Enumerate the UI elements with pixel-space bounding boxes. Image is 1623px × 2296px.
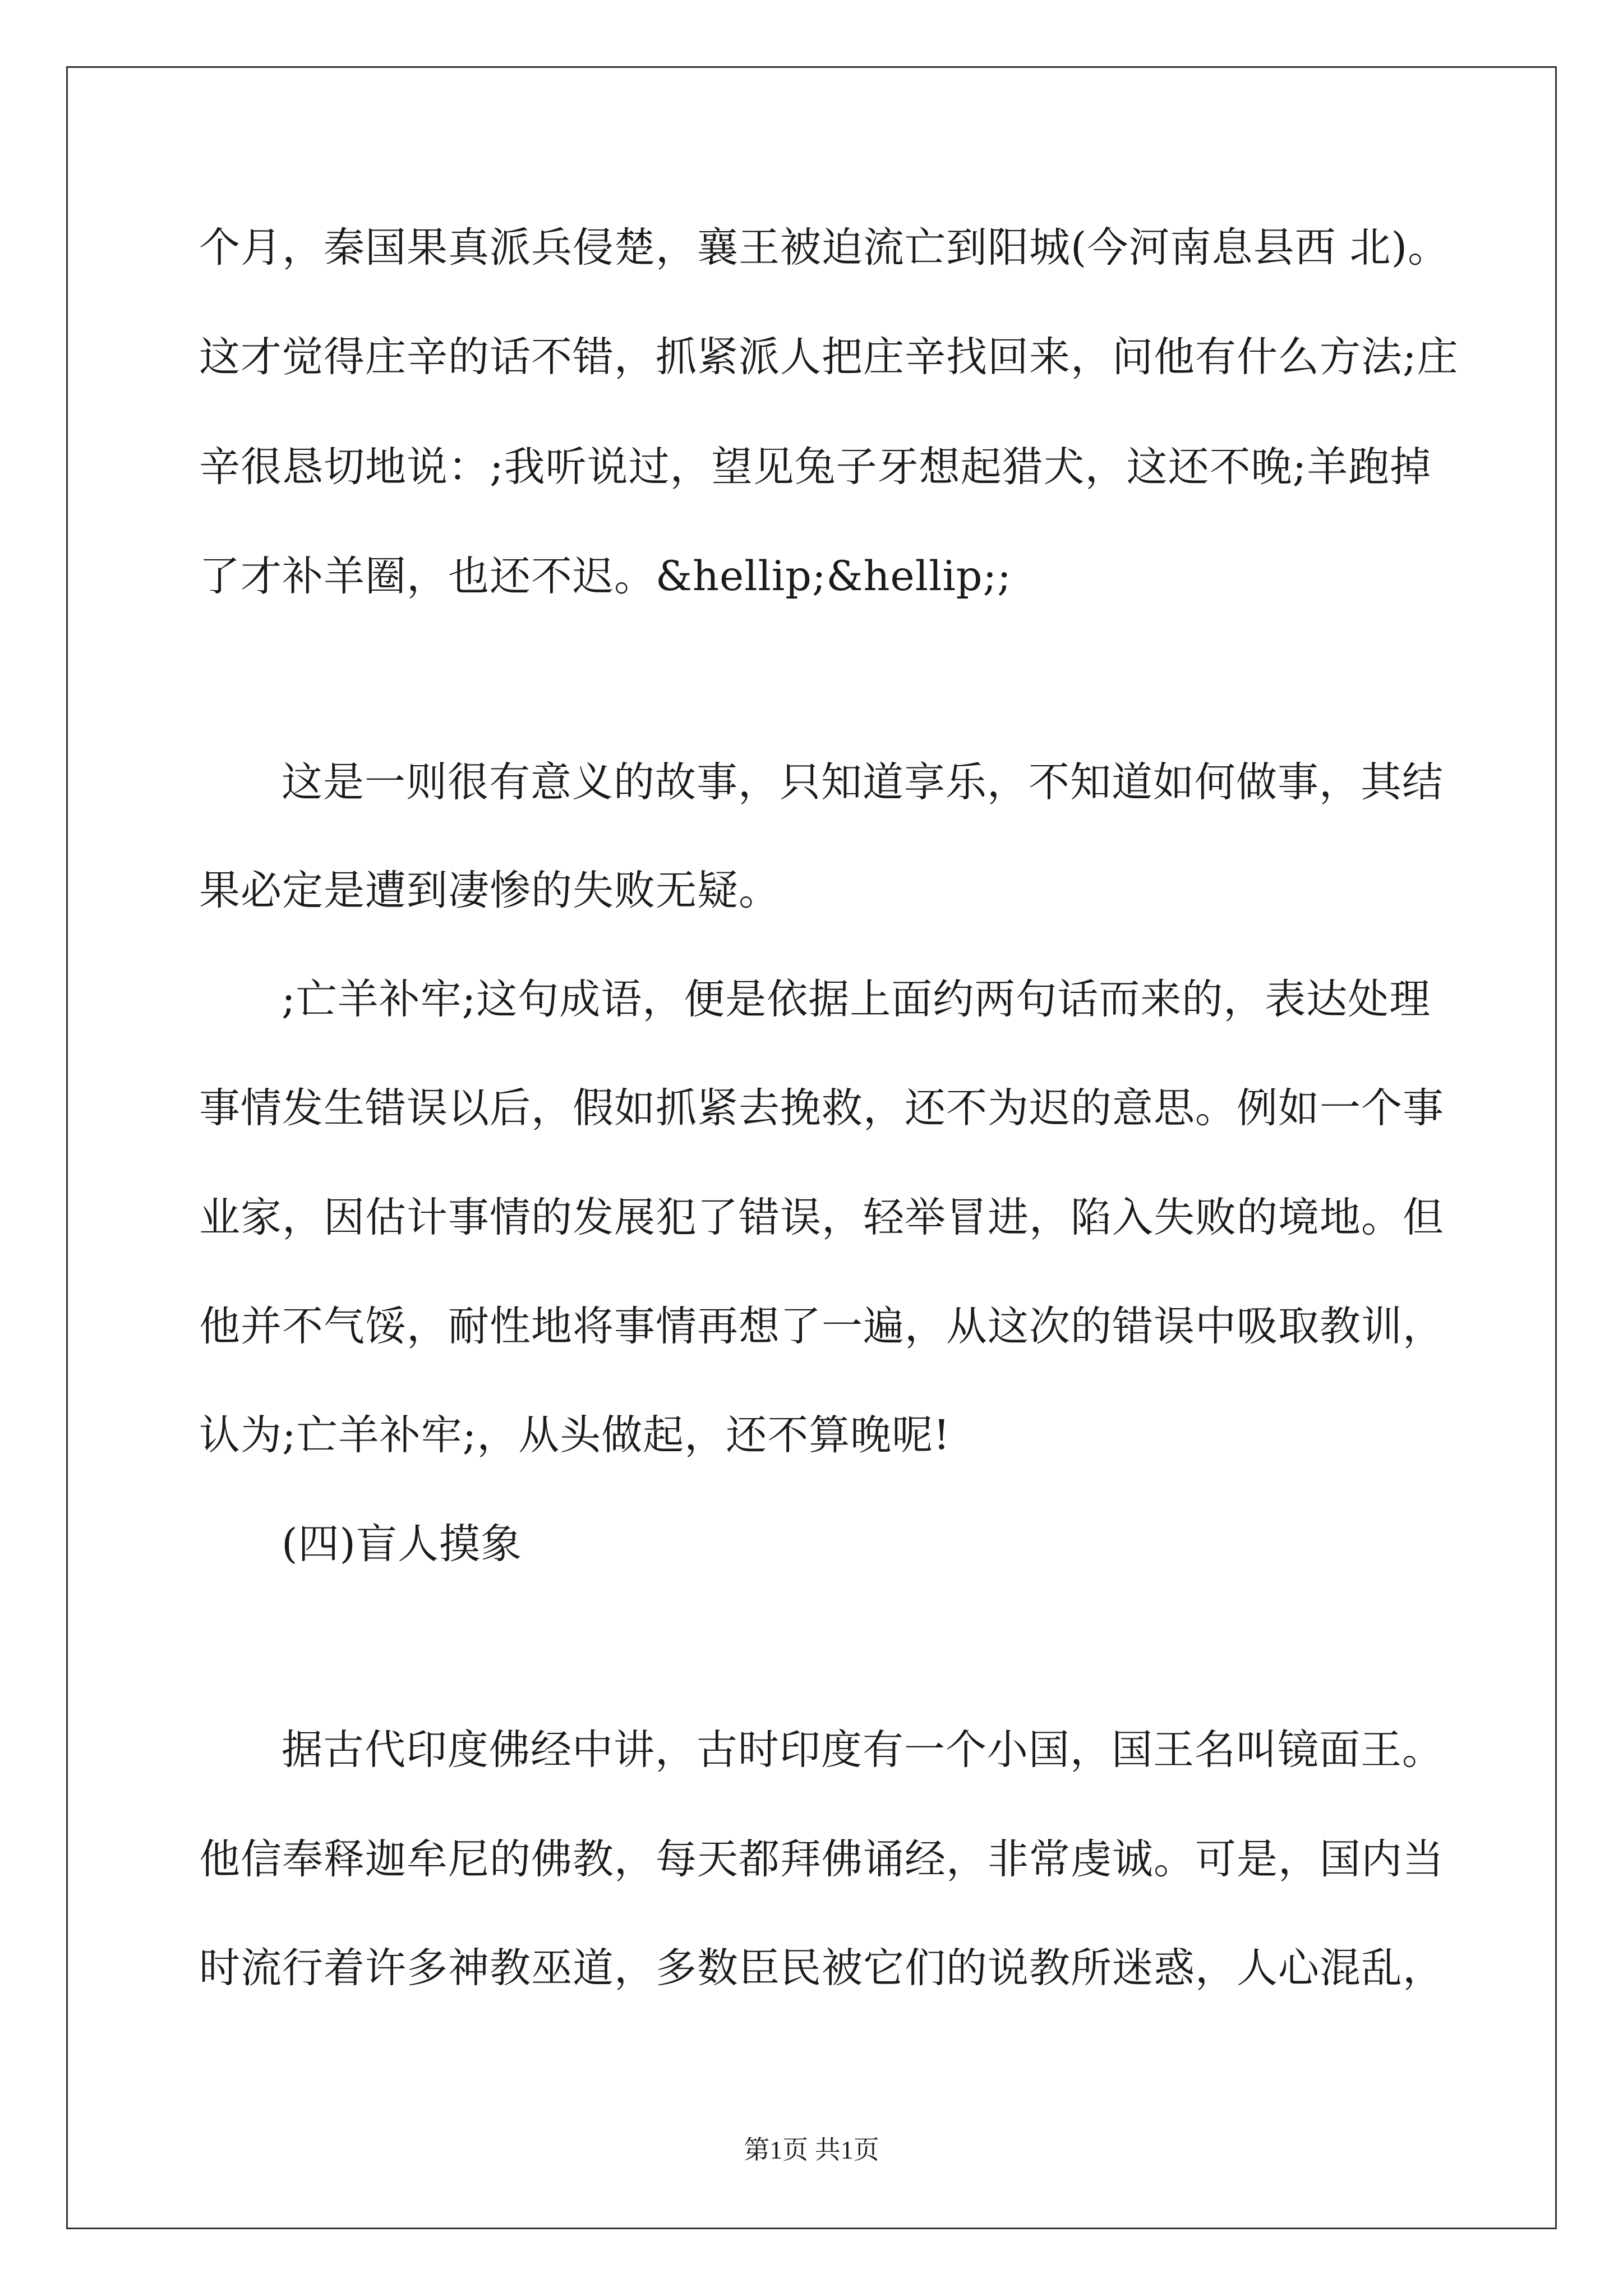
text-line: 果必定是遭到凄惨的失败无疑。 <box>199 867 780 914</box>
text-line: ;亡羊补牢;这句成语，便是依据上面约两句话而来的，表达处理 <box>282 976 1431 1023</box>
text-line: 据古代印度佛经中讲，古时印度有一个小国，国王名叫镜面王。 <box>282 1726 1444 1774</box>
text-line: 认为;亡羊补牢;，从头做起，还不算晚呢! <box>199 1411 951 1459</box>
text-line: 他并不气馁，耐性地将事情再想了一遍，从这次的错误中吸取教训， <box>199 1303 1444 1350</box>
text-line: 辛很恳切地说：;我听说过，望见兔子牙想起猎犬，这还不晚;羊跑掉 <box>199 443 1432 491</box>
text-line: 这是一则很有意义的故事，只知道享乐，不知道如何做事，其结 <box>282 758 1444 806</box>
text-line: 事情发生错误以后，假如抓紧去挽救，还不为迟的意思。例如一个事 <box>199 1084 1444 1132</box>
text-line: 了才补羊圈，也还不迟。&hellip;&hellip;; <box>199 553 1012 600</box>
section-heading: (四)盲人摸象 <box>282 1520 522 1568</box>
text-line: 他信奉释迦牟尼的佛教，每天都拜佛诵经，非常虔诚。可是，国内当 <box>199 1835 1444 1883</box>
text-line: 个月，秦国果真派兵侵楚，襄王被迫流亡到阳城(今河南息县西 北)。 <box>199 224 1450 272</box>
page-footer: 第1页 共1页 <box>744 2136 879 2164</box>
page-frame <box>66 66 1557 2229</box>
text-line: 时流行着许多神教巫道，多数臣民被它们的说教所迷惑，人心混乱， <box>199 1944 1444 1992</box>
text-line: 业家，因估计事情的发展犯了错误，轻举冒进，陷入失败的境地。但 <box>199 1194 1444 1241</box>
text-line: 这才觉得庄辛的话不错，抓紧派人把庄辛找回来，问他有什么方法;庄 <box>199 333 1459 381</box>
